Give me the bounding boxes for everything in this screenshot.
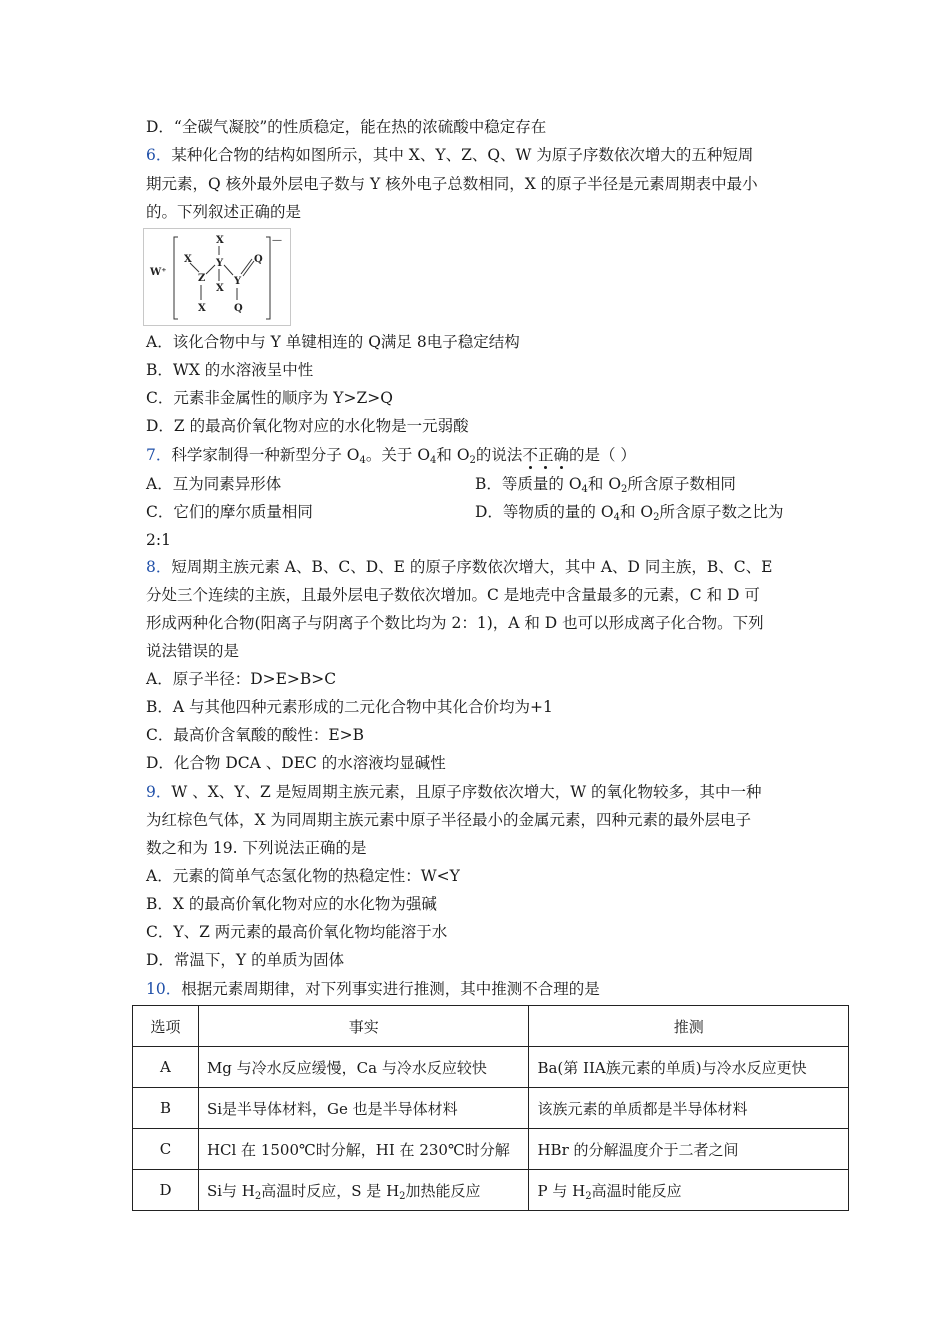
q8-option-a: A．原子半径：D>E>B>C	[146, 670, 337, 688]
atom-x-bottom: X	[198, 303, 206, 314]
q7-optb-sub1: 4	[581, 484, 588, 495]
q6-option-a: A．该化合物中与 Y 单键相连的 Q满足 8电子稳定结构	[146, 333, 520, 351]
bond-z-y	[206, 265, 215, 274]
table-row	[133, 1170, 849, 1211]
q10-table	[132, 1005, 849, 1211]
emphasis-char: 确	[553, 446, 569, 464]
q6-number: 6．	[146, 146, 172, 164]
q7-optd-sub2: 2	[653, 512, 660, 523]
q7-optb-a: B．等质量的 O	[475, 475, 582, 493]
emphasis-char: 不	[522, 446, 538, 464]
q7-stem-b: 。关于 O	[365, 446, 431, 464]
inference-part: P 与 H	[537, 1181, 586, 1200]
q7-optb-c: 所含原子数相同	[627, 475, 736, 493]
q7-optb-sub2: 2	[621, 484, 628, 495]
q9-option-d: D．常温下，Y 的单质为固体	[146, 951, 345, 969]
q7-option-b	[475, 474, 736, 494]
atom-z: Z	[198, 273, 206, 284]
q9-option-b: B．X 的最高价氧化物对应的水化物为强碱	[146, 895, 437, 913]
row-fact: Mg 与冷水反应缓慢，Ca 与冷水反应较快	[198, 1047, 529, 1088]
cation-label: W⁺	[150, 267, 167, 278]
q8-option-c: C．最高价含氧酸的酸性：E>B	[146, 726, 365, 744]
atom-x-under-y: X	[216, 283, 224, 294]
q7-option-c: C．它们的摩尔质量相同	[146, 503, 313, 521]
right-bracket	[266, 237, 270, 319]
inference-part: 高温时能反应	[591, 1181, 682, 1200]
q7-option-a: A．互为同素异形体	[146, 475, 282, 493]
atom-y-right: Y	[234, 276, 242, 287]
q8-stem-line3: 形成两种化合物(阳离子与阴离子个数比均为 2：1)，A 和 D 也可以形成离子化合物。下列	[146, 614, 764, 632]
fact-part: 加热能反应	[405, 1181, 481, 1200]
atom-x-left: X	[184, 254, 192, 265]
row-option: A	[133, 1047, 199, 1088]
anion-charge: —	[272, 235, 282, 246]
left-bracket	[174, 237, 178, 319]
q8-number: 8．	[146, 558, 172, 576]
q7-optd-a: D．等物质的量的 O	[475, 503, 614, 521]
fact-sub: 2	[399, 1190, 406, 1202]
q8-stem-line2: 分处三个连续的主族，且最外层电子数依次增加。C 是地壳中含量最多的元素，C 和 D 可	[146, 586, 760, 604]
fact-part: 高温时反应，S 是 H	[261, 1181, 400, 1200]
row-fact: Si是半导体材料，Ge 也是半导体材料	[198, 1088, 529, 1129]
atom-q-bottom: Q	[234, 303, 243, 314]
fact-sub: 2	[254, 1190, 262, 1202]
q9-stem-line3: 数之和为 19. 下列说法正确的是	[146, 839, 367, 857]
q6-option-d: D．Z 的最高价氧化物对应的水化物是一元弱酸	[146, 417, 469, 435]
q8-stem-text: 短周期主族元素 A、B、C、D、E 的原子序数依次增大，其中 A、D 同主族，B、C、E	[171, 558, 773, 576]
row-fact	[198, 1170, 529, 1211]
q9-stem-text: W 、X、Y、Z 是短周期主族元素，且原子序数依次增大，W 的氧化物较多，其中一种	[171, 783, 762, 801]
q7-stem	[146, 445, 636, 465]
q10-stem	[146, 979, 600, 999]
q6-stem-line1	[146, 145, 753, 165]
row-option: C	[133, 1129, 199, 1170]
q7-stem-c: 和 O	[436, 446, 470, 464]
row-fact: HCl 在 1500℃时分解，HI 在 230℃时分解	[198, 1129, 529, 1170]
q7-sub1: 4	[359, 455, 366, 466]
q6-structure-figure	[143, 228, 291, 326]
table-header-row	[133, 1006, 849, 1047]
atom-q-top: Q	[254, 254, 263, 265]
q6-option-c: C．元素非金属性的顺序为 Y>Z>Q	[146, 389, 393, 407]
bond-y-y	[224, 265, 233, 275]
q6-stem-line2: 期元素，Q 核外最外层电子数与 Y 核外电子总数相同，X 的原子半径是元素周期表中最小	[146, 175, 758, 193]
emphasis-char: 正	[537, 446, 554, 464]
inference-sub: 2	[585, 1190, 592, 1202]
atom-x-top: X	[216, 235, 224, 246]
header-inference: 推测	[529, 1006, 849, 1047]
q7-optd-c: 所含原子数之比为	[659, 503, 784, 521]
q8-option-b: B．A 与其他四种元素形成的二元化合物中其化合价均为+1	[146, 698, 553, 716]
q9-option-c: C．Y、Z 两元素的最高价氧化物均能溶于水	[146, 923, 448, 941]
q6-option-b: B．WX 的水溶液呈中性	[146, 361, 314, 379]
header-fact: 事实	[198, 1006, 529, 1047]
row-option: B	[133, 1088, 199, 1129]
q9-option-a: A．元素的简单气态氢化物的热稳定性：W<Y	[146, 867, 460, 885]
q7-optb-b: 和 O	[587, 475, 622, 493]
table-row	[133, 1088, 849, 1129]
q7-optd-sub1: 4	[613, 512, 620, 523]
q9-number: 9．	[146, 783, 172, 801]
row-inference: Ba(第 IIA族元素的单质)与冷水反应更快	[529, 1047, 849, 1088]
q5-option-d: D．“全碳气凝胶”的性质稳定，能在热的浓硫酸中稳定存在	[146, 118, 547, 136]
table-row	[133, 1047, 849, 1088]
q8-option-d: D．化合物 DCA 、DEC 的水溶液均显碱性	[146, 754, 446, 772]
q7-sub2: 4	[430, 455, 437, 466]
header-option: 选项	[133, 1006, 199, 1047]
table-row	[133, 1129, 849, 1170]
q8-stem-line4: 说法错误的是	[146, 642, 240, 660]
q6-stem-line3: 的。下列叙述正确的是	[146, 203, 302, 221]
q9-stem-line2: 为红棕色气体，X 为同周期主族元素中原子半径最小的金属元素，四种元素的最外层电子	[146, 811, 751, 829]
q7-option-d	[475, 502, 783, 522]
q10-number: 10．	[146, 980, 182, 998]
q7-stem-e: 的是（ ）	[568, 446, 636, 464]
row-inference: HBr 的分解温度介于二者之间	[529, 1129, 849, 1170]
bond-x-z	[190, 263, 199, 272]
q7-number: 7．	[146, 446, 172, 464]
q7-options-row1	[146, 474, 281, 494]
q7-stem-a: 科学家制得一种新型分子 O	[171, 446, 360, 464]
fact-part: Si与 H	[206, 1181, 255, 1200]
atom-y-center: Y	[216, 258, 224, 269]
q9-stem-line1	[146, 782, 762, 802]
q7-stem-d: 的说法	[475, 446, 523, 464]
q6-stem-text: 某种化合物的结构如图所示，其中 X、Y、Z、Q、W 为原子序数依次增大的五种短周	[171, 146, 754, 164]
q7-sub3: 2	[469, 455, 476, 466]
structure-diagram	[144, 229, 290, 325]
row-inference: 该族元素的单质都是半导体材料	[529, 1088, 849, 1129]
q8-stem-line1	[146, 557, 772, 577]
row-option: D	[133, 1170, 199, 1211]
q7-option-d-cont: 2:1	[146, 531, 171, 549]
q10-stem-text: 根据元素周期律，对下列事实进行推测，其中推测不合理的是	[181, 980, 600, 998]
q7-optd-b: 和 O	[619, 503, 654, 521]
row-inference	[529, 1170, 849, 1211]
